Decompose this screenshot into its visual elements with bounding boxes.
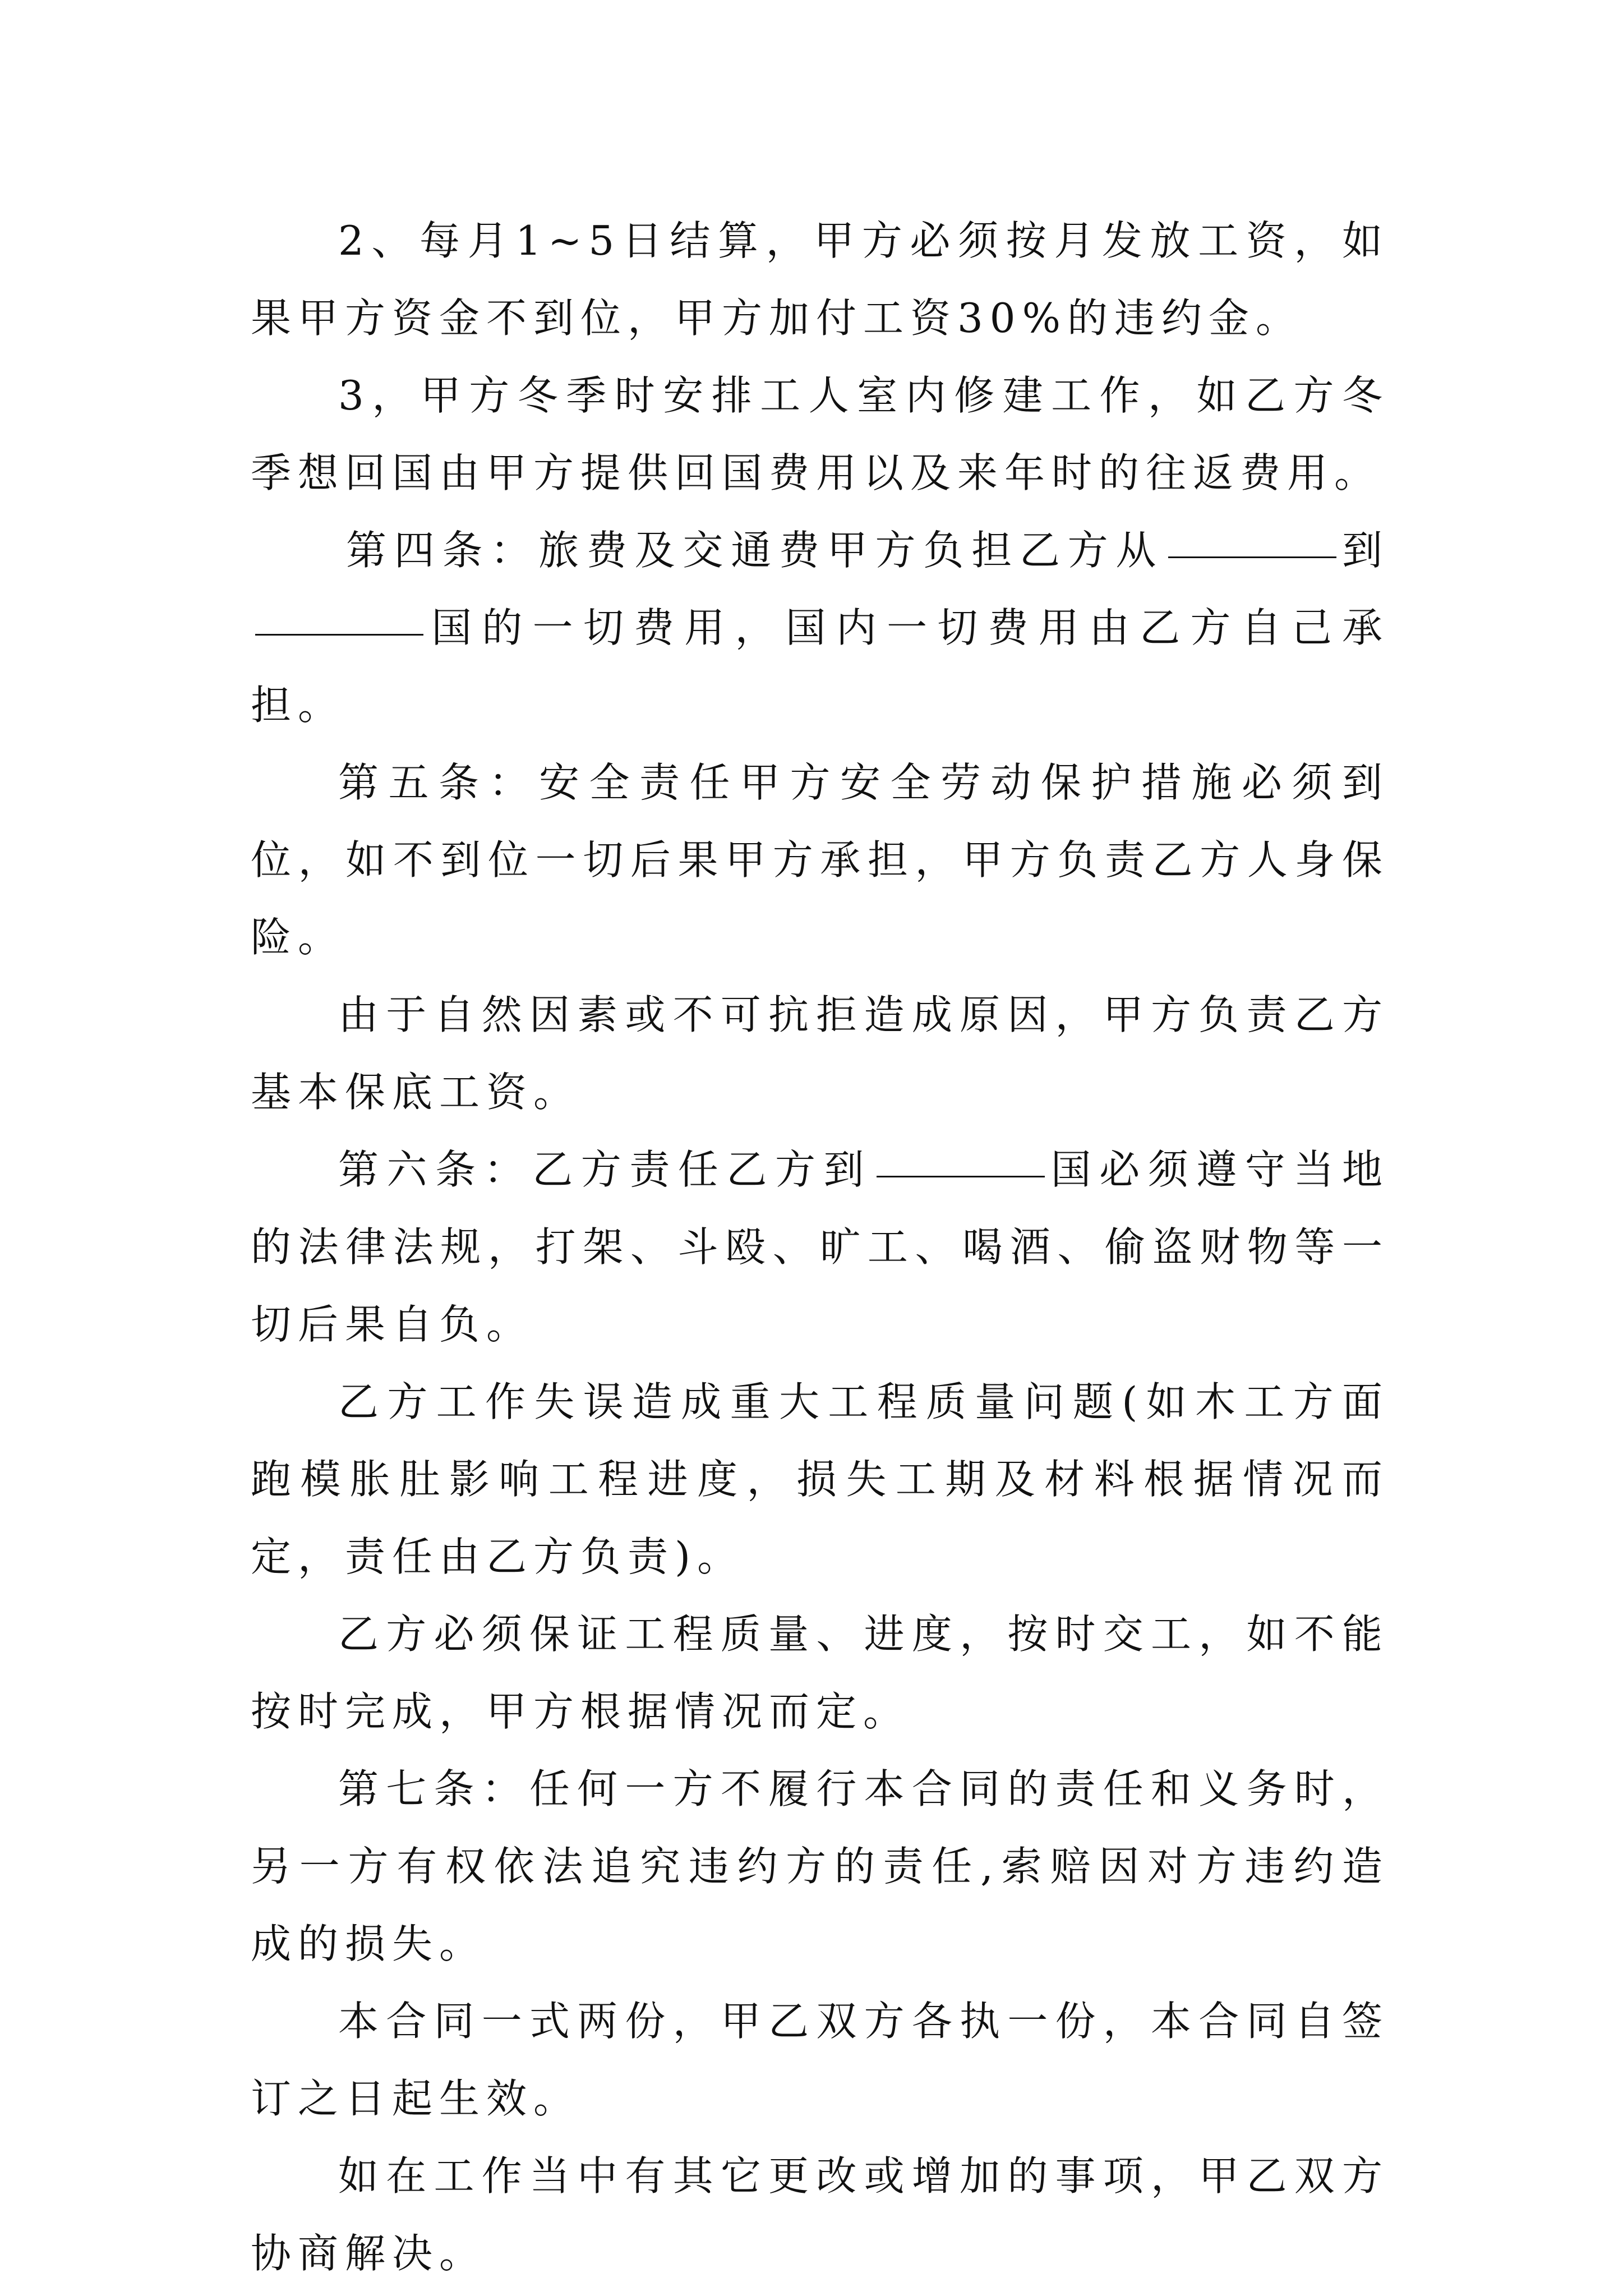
paragraph-settlement: 2、每月1~5日结算，甲方必须按月发放工资，如果甲方资金不到位，甲方加付工资30%的违约金。: [251, 217, 1389, 342]
article-6-text-start: 第六条：乙方责任乙方到: [338, 1146, 873, 1193]
paragraph-force-majeure: 由于自然因素或不可抗拒造成原因，甲方负责乙方基本保底工资。: [251, 991, 1389, 1116]
paragraph-copies-effective: 本合同一式两份，甲乙双方各执一份，本合同自签订之日起生效。: [251, 1998, 1389, 2122]
paragraph-article-6-responsibility: [251, 1131, 1389, 1363]
paragraph-quality-issues: 乙方工作失误造成重大工程质量问题(如木工方面跑模胀肚影响工程进度，损失工期及材料根据情况而定，责任由乙方负责)。: [251, 1378, 1389, 1580]
paragraph-winter-arrangement: 3，甲方冬季时安排工人室内修建工作，如乙方冬季想回国由甲方提供回国费用以及来年时的往返费用。: [251, 372, 1389, 496]
paragraph-amendments: 如在工作当中有其它更改或增加的事项，甲乙双方协商解决。: [251, 2152, 1389, 2277]
paragraph-article-7-breach: 第七条：任何一方不履行本合同的责任和义务时，另一方有权依法追究违约方的责任,索赔因对方违约造成的损失。: [251, 1765, 1389, 1967]
blank-destination-field: [255, 634, 423, 636]
paragraph-article-4-travel-expenses: [251, 512, 1389, 744]
blank-country-field: [877, 1176, 1045, 1177]
paragraph-article-5-safety: 第五条：安全责任甲方安全劳动保护措施必须到位，如不到位一切后果甲方承担，甲方负责乙方人身保险。: [251, 759, 1389, 961]
article-4-text-end: 国的一切费用，国内一切费用由乙方自己承担。: [251, 604, 1389, 729]
contract-body: [251, 202, 1389, 2292]
article-4-text-to: 到: [1341, 527, 1389, 574]
article-4-text-start: 第四条：旅费及交通费甲方负担乙方从: [346, 527, 1164, 574]
paragraph-quality-schedule: 乙方必须保证工程质量、进度，按时交工，如不能按时完成，甲方根据情况而定。: [251, 1611, 1389, 1735]
blank-origin-field: [1168, 556, 1336, 558]
article-6-text-end: 国必须遵守当地的法律法规，打架、斗殴、旷工、喝酒、偷盗财物等一切后果自负。: [251, 1146, 1389, 1348]
